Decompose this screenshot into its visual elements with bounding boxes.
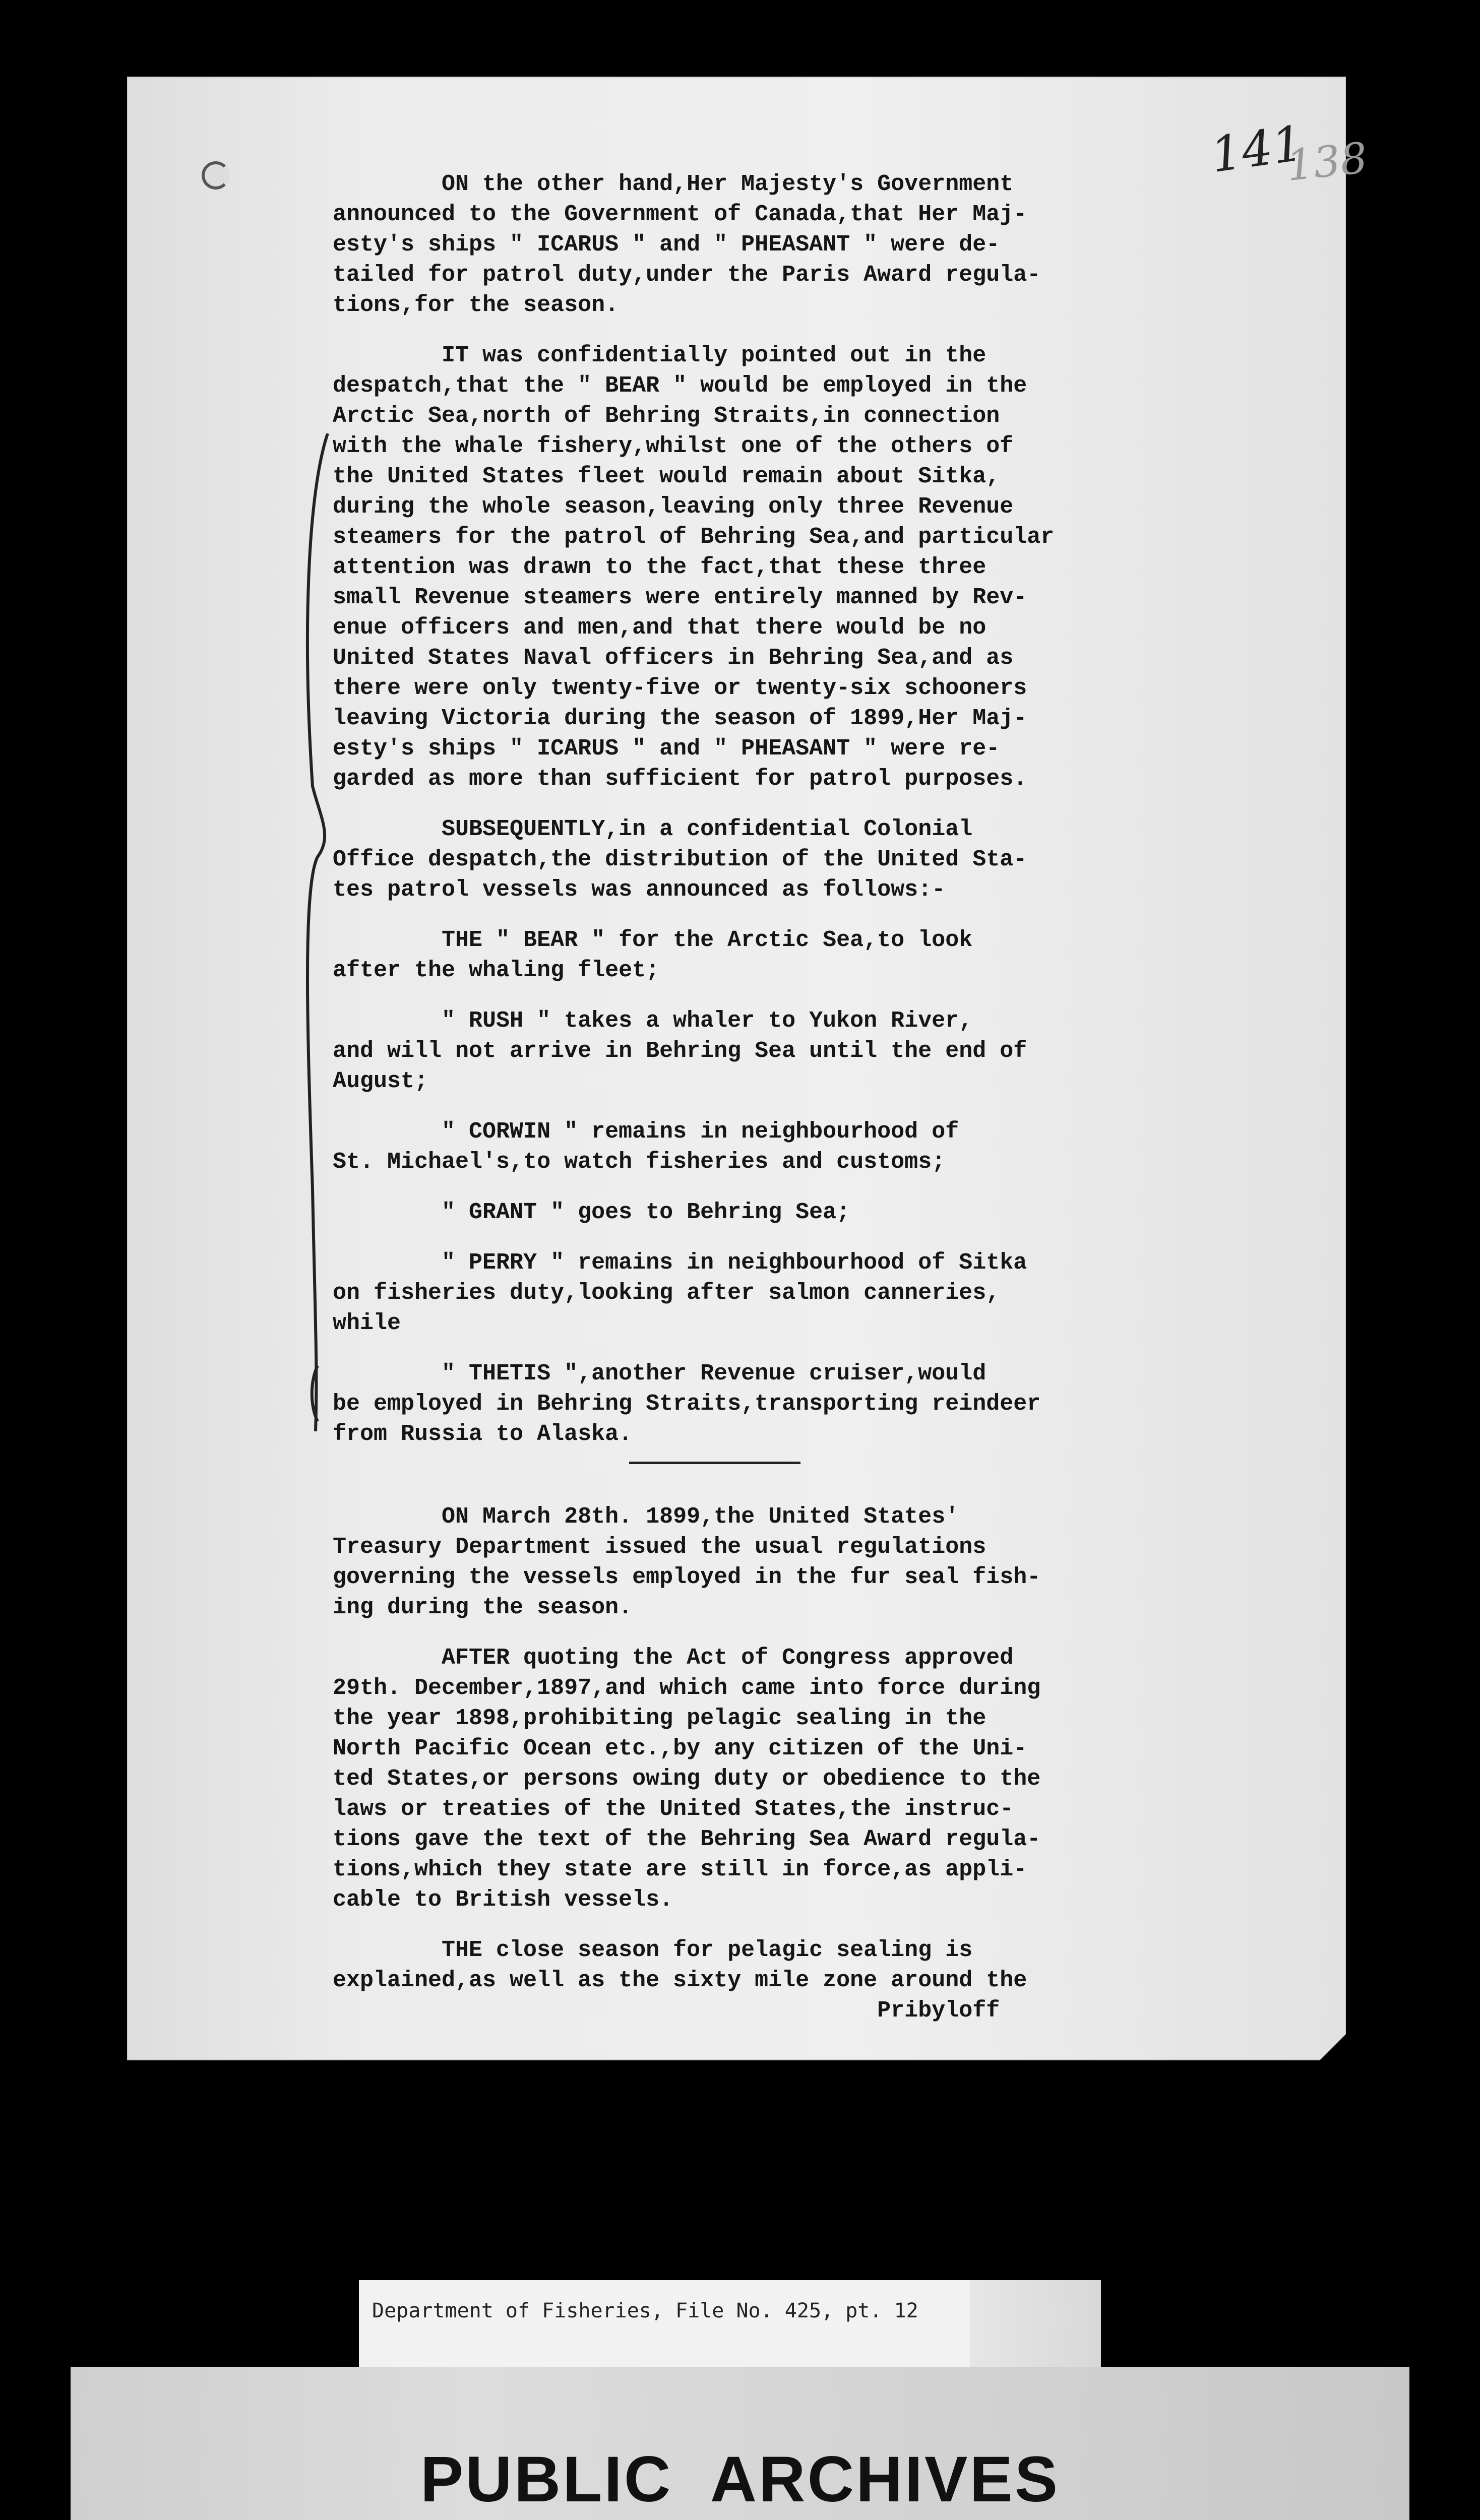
text-line: North Pacific Ocean etc.,by any citizen of the Uni- — [333, 1736, 1027, 1761]
text-line: governing the vessels employed in the fur seal fish- — [333, 1564, 1041, 1590]
text-line: laws or treaties of the United States,the instruc- — [333, 1796, 1014, 1822]
text-line: THE close season for pelagic sealing is — [333, 1937, 973, 1963]
text-line: Treasury Department issued the usual regulations — [333, 1534, 986, 1560]
text-line: the United States fleet would remain about Sitka, — [333, 464, 1000, 489]
text-line: August; — [333, 1068, 428, 1094]
label-torn-edge — [970, 2280, 1101, 2370]
folio-number: 141 — [1207, 114, 1307, 184]
text-line: after the whaling fleet; — [333, 958, 660, 983]
text-line: on fisheries duty,looking after salmon canneries, — [333, 1280, 1000, 1306]
text-line: IT was confidentially pointed out in the — [333, 343, 986, 368]
text-line: with the whale fishery,whilst one of the others of — [333, 433, 1014, 459]
text-line: tions gave the text of the Behring Sea Award regula- — [333, 1826, 1041, 1852]
text-line: tes patrol vessels was announced as follows:- — [333, 877, 946, 903]
paragraph — [333, 1198, 1265, 1228]
text-line: Office despatch,the distribution of the United Sta- — [333, 847, 1027, 872]
paragraph — [333, 341, 1265, 794]
text-line: " PERRY " remains in neighbourhood of Sitka — [333, 1250, 1027, 1276]
text-line: tions,which they state are still in force,as appli- — [333, 1857, 1027, 1882]
paragraph — [333, 169, 1265, 321]
text-line: St. Michael's,to watch fisheries and customs; — [333, 1149, 946, 1175]
paragraph — [333, 1006, 1265, 1097]
paragraph — [333, 925, 1265, 986]
text-line: small Revenue steamers were entirely manned by Rev- — [333, 585, 1027, 610]
document-body-continued — [333, 1502, 1265, 2046]
folio-number-crossed: 138 — [1284, 133, 1370, 191]
text-line: tailed for patrol duty,under the Paris Award regula- — [333, 262, 1041, 288]
text-line: Arctic Sea,north of Behring Straits,in connection — [333, 403, 1000, 429]
text-line: SUBSEQUENTLY,in a confidential Colonial — [333, 816, 973, 842]
text-line: AFTER quoting the Act of Congress approved — [333, 1645, 1014, 1671]
text-line: ing during the season. — [333, 1595, 633, 1620]
text-line: attention was drawn to the fact,that these three — [333, 554, 986, 580]
text-line: 29th. December,1897,and which came into force during — [333, 1675, 1041, 1701]
text-line: Pribyloff — [333, 1998, 1000, 2024]
text-line: be employed in Behring Straits,transporting reindeer — [333, 1391, 1041, 1417]
text-line: esty's ships " ICARUS " and " PHEASANT " were re- — [333, 736, 1000, 762]
text-line: during the whole season,leaving only three Revenue — [333, 494, 1014, 520]
text-line: esty's ships " ICARUS " and " PHEASANT " were de- — [333, 232, 1000, 258]
paragraph — [333, 1643, 1265, 1915]
text-line: ON the other hand,Her Majesty's Government — [333, 171, 1014, 197]
section-divider — [629, 1462, 800, 1464]
text-line: THE " BEAR " for the Arctic Sea,to look — [333, 927, 973, 953]
text-line: steamers for the patrol of Behring Sea,and particular — [333, 524, 1055, 550]
paragraph — [333, 1502, 1265, 1623]
text-line: " THETIS ",another Revenue cruiser,would — [333, 1361, 986, 1387]
text-line: enue officers and men,and that there would be no — [333, 615, 986, 641]
page-corner — [1318, 2032, 1348, 2062]
text-line: leaving Victoria during the season of 1899,Her Maj- — [333, 706, 1027, 731]
text-line: cable to British vessels. — [333, 1887, 673, 1913]
file-label — [359, 2280, 1101, 2370]
text-line: there were only twenty-five or twenty-six schooners — [333, 675, 1027, 701]
text-line: ON March 28th. 1899,the United States' — [333, 1504, 959, 1530]
paragraph — [333, 1248, 1265, 1339]
text-line: garded as more than sufficient for patrol purposes. — [333, 766, 1027, 792]
text-line: " GRANT " goes to Behring Sea; — [333, 1200, 850, 1225]
text-line: from Russia to Alaska. — [333, 1421, 633, 1447]
paragraph — [333, 1359, 1265, 1450]
text-line: United States Naval officers in Behring Sea,and as — [333, 645, 1014, 671]
stamp-line-english: PUBLIC ARCHIVES — [420, 2443, 1060, 2515]
archives-stamp — [71, 2367, 1409, 2520]
paragraph — [333, 1935, 1265, 2026]
text-line: explained,as well as the sixty mile zone around the — [333, 1968, 1027, 1993]
paragraph — [333, 814, 1265, 905]
text-line: and will not arrive in Behring Sea until the end of — [333, 1038, 1027, 1064]
text-line: " RUSH " takes a whaler to Yukon River, — [333, 1008, 973, 1034]
document-body — [333, 169, 1265, 1470]
file-label-text: Department of Fisheries, File No. 425, pt. 12 — [372, 2299, 918, 2322]
text-line: " CORWIN " remains in neighbourhood of — [333, 1119, 959, 1145]
text-line: the year 1898,prohibiting pelagic sealing in the — [333, 1706, 986, 1731]
text-line: despatch,that the " BEAR " would be employed in the — [333, 373, 1027, 399]
text-line: tions,for the season. — [333, 292, 619, 318]
paragraph — [333, 1117, 1265, 1177]
text-line: announced to the Government of Canada,that Her Maj- — [333, 202, 1027, 227]
text-line: ted States,or persons owing duty or obedience to the — [333, 1766, 1041, 1792]
punch-hole — [202, 161, 230, 190]
text-line: while — [333, 1310, 401, 1336]
